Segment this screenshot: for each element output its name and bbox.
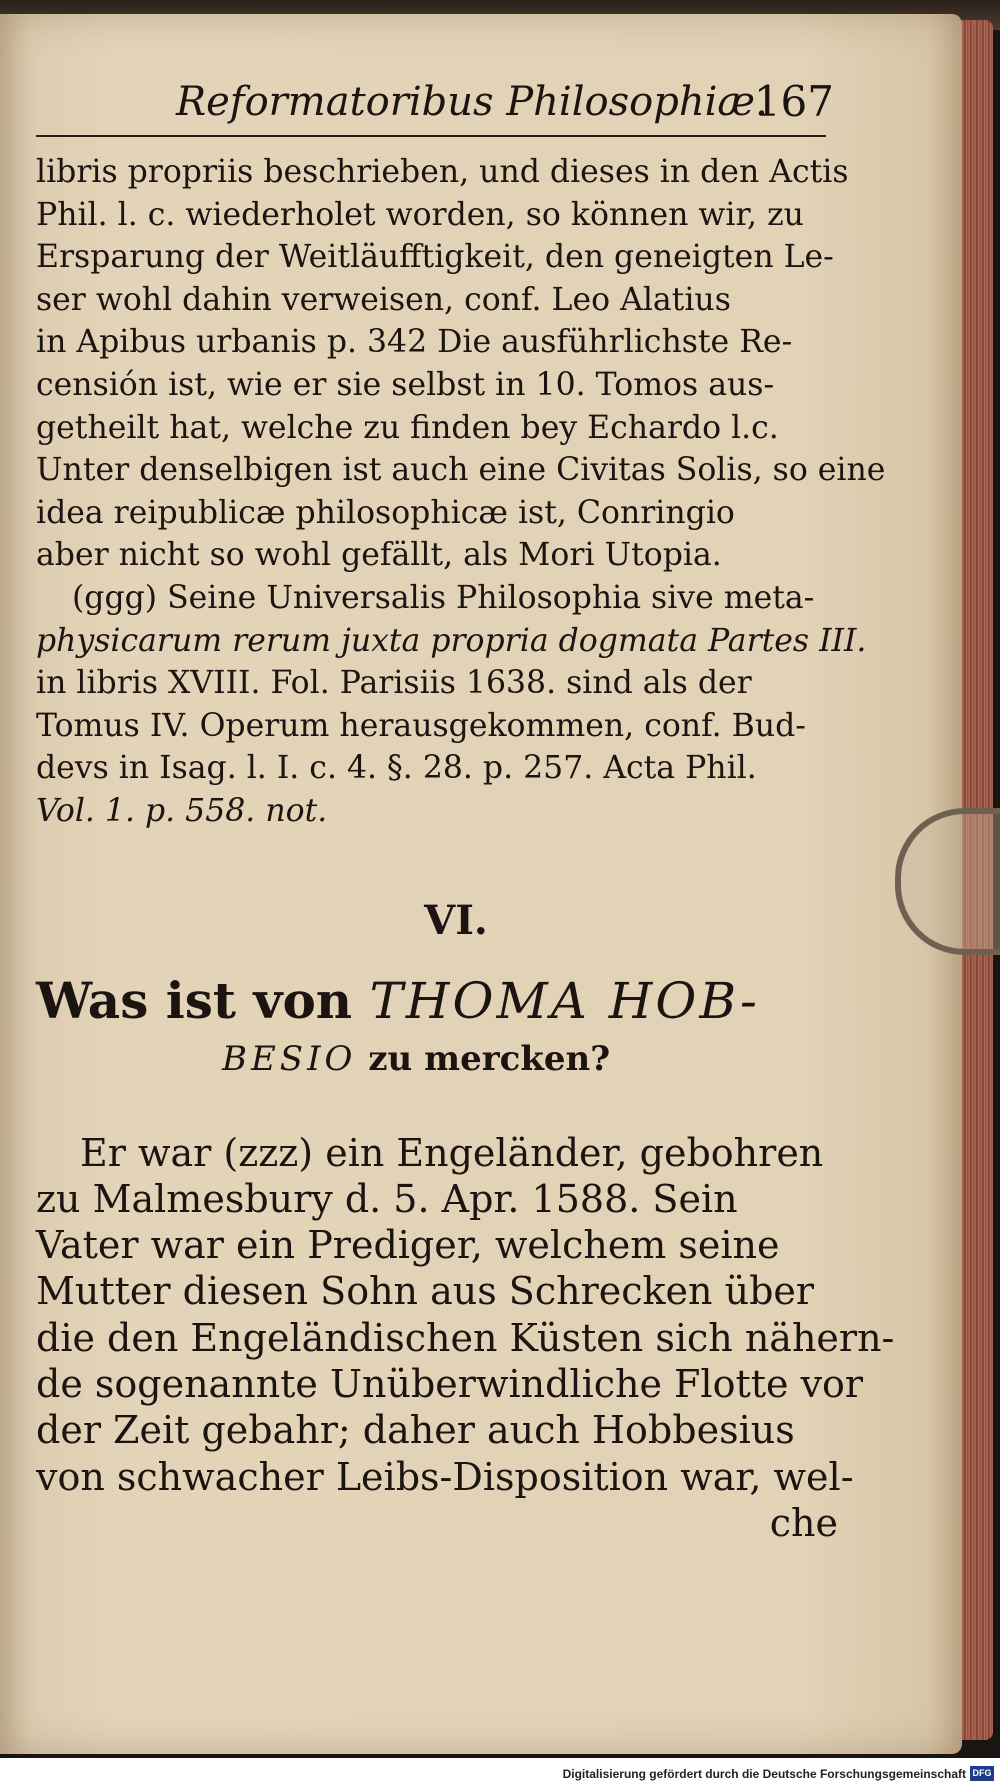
footnote-ggg-line: Tomus IV. Operum herausgekommen, conf. Bud- [36, 707, 806, 744]
note-line: Unter denselbigen ist auch eine Civitas Solis, so eine [36, 452, 886, 489]
body-line: zu Malmesbury d. 5. Apr. 1588. Sein [36, 1176, 738, 1221]
page-number: 167 [753, 77, 834, 126]
footnote-ggg-line: Vol. 1. p. 558. not. [36, 792, 328, 829]
body-line: Er war (zzz) ein Engeländer, gebohren [80, 1130, 824, 1175]
heading-name-continued: BESIO [222, 1038, 357, 1079]
page-header [36, 75, 834, 137]
section-number: VI. [424, 896, 488, 944]
note-line: Ersparung der Weitläufftigkeit, den geneigten Le- [36, 239, 834, 276]
body-line: de sogenannte Unüberwindliche Flotte vor [36, 1361, 864, 1406]
footnote-ggg-line: physicarum rerum juxta propria dogmata Partes III. [36, 622, 867, 659]
footnote-block [36, 151, 886, 833]
heading-text: Was ist von [36, 970, 370, 1030]
body-line: die den Engeländischen Küsten sich nähern- [36, 1315, 895, 1360]
body-line: Mutter diesen Sohn aus Schrecken über [36, 1269, 815, 1314]
body-line: von schwacher Leibs-Disposition war, wel- [36, 1454, 854, 1499]
note-line: censión ist, wie er sie selbst in 10. Tomos aus- [36, 366, 775, 403]
note-line: ser wohl dahin verweisen, conf. Leo Alatius [36, 281, 731, 318]
note-line: in Apibus urbanis p. 342 Die ausführlichste Re- [36, 324, 793, 361]
funding-credit: Digitalisierung gefördert durch die Deutsche Forschungsgemeinschaft [562, 1767, 966, 1781]
note-line: aber nicht so wohl gefällt, als Mori Utopia. [36, 537, 722, 574]
note-line: libris propriis beschrieben, und dieses in den Actis [36, 154, 849, 190]
heading-text-end: zu mercken? [356, 1038, 611, 1079]
body-line: der Zeit gebahr; daher auch Hobbesius [36, 1408, 795, 1453]
footnote-ggg-line: devs in Isag. l. I. c. 4. §. 28. p. 257. Acta Phil. [36, 750, 757, 787]
note-line: idea reipublicæ philosophicæ ist, Conringio [36, 494, 735, 531]
note-line: getheilt hat, welche zu finden bey Echardo l.c. [36, 409, 779, 446]
note-line: Phil. l. c. wiederholet worden, so können wir, zu [36, 196, 804, 233]
section-heading-continued [222, 1028, 846, 1090]
footnote-ggg-line: in libris XVIII. Fol. Parisiis 1638. sind als der [36, 665, 752, 702]
page-content [36, 75, 895, 1546]
running-title: Reformatoribus Philosophiæ. [176, 79, 768, 125]
catchword: che [769, 1500, 838, 1545]
body-line: Vater war ein Prediger, welchem seine [36, 1223, 780, 1268]
dfg-logo: DFG [970, 1766, 994, 1781]
footnote-ggg-line: (ggg) Seine Universalis Philosophia sive meta- [72, 579, 815, 616]
section-heading [36, 970, 846, 1032]
heading-name: THOMA HOB- [369, 971, 760, 1030]
body-text [36, 1130, 895, 1547]
